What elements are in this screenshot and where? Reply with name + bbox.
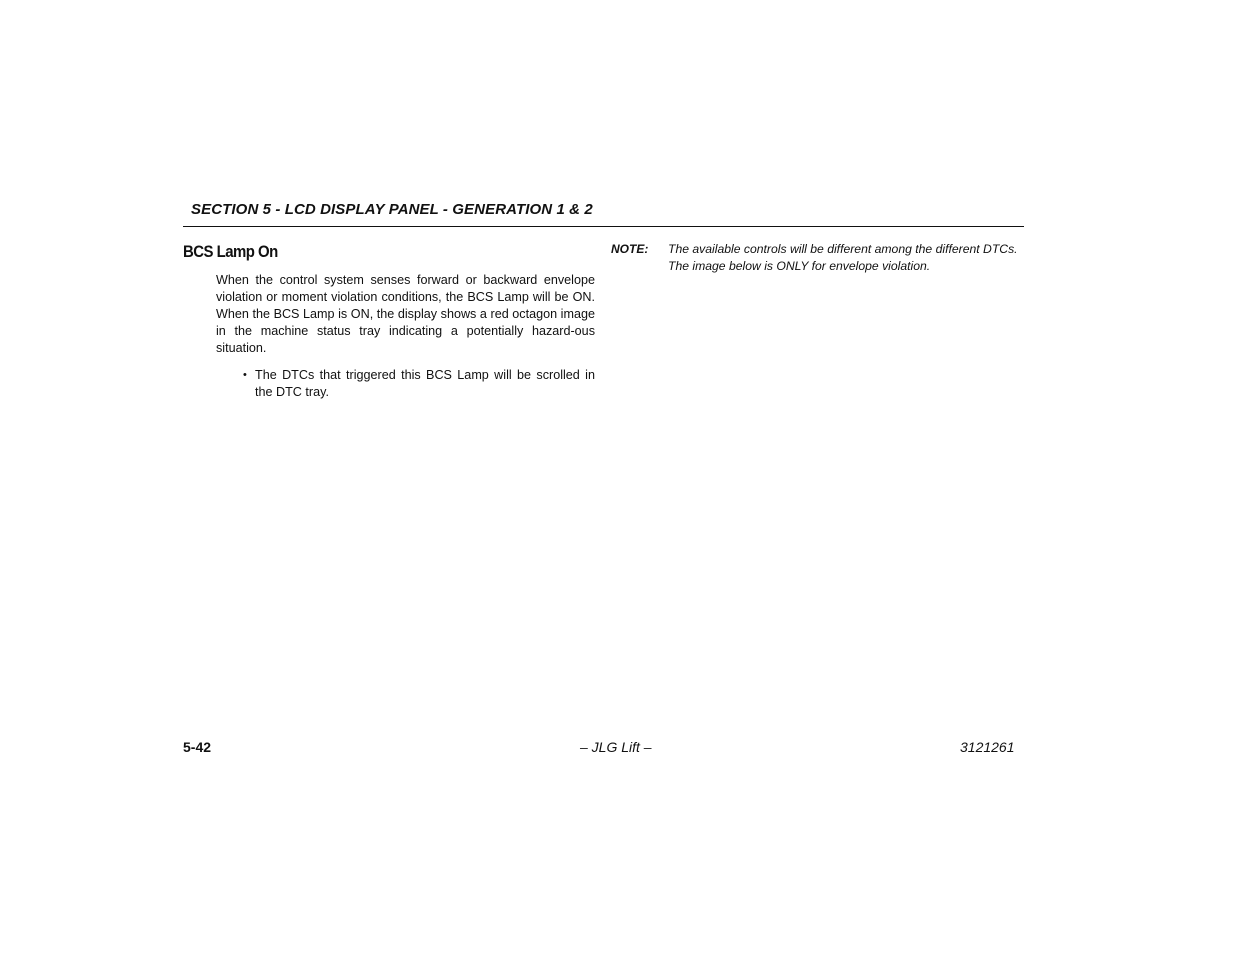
footer-page-number: 5-42 [183, 739, 212, 755]
body-paragraph: When the control system senses forward or backward envelope violation or moment violation conditions, the BCS Lamp will be ON. When the BCS Lamp is ON, the display shows a red octagon image in the machine status tray indicating a potentially hazard-ous situation. [216, 273, 595, 355]
note-text: The available controls will be different among the different DTCs. The image below is ONLY for envelope violation. [668, 242, 1018, 273]
note-label: NOTE: [611, 242, 649, 256]
section-header-title: SECTION 5 - LCD DISPLAY PANEL - GENERATION 1 & 2 [191, 201, 593, 218]
footer-center-text: – JLG Lift – [580, 739, 652, 755]
bullet-item [243, 367, 595, 401]
bullet-icon: • [243, 369, 247, 381]
bullet-text: The DTCs that triggered this BCS Lamp will be scrolled in the DTC tray. [255, 368, 595, 399]
footer-document-number: 3121261 [960, 739, 1015, 755]
section-heading: BCS Lamp On [183, 242, 278, 261]
header-divider [183, 226, 1024, 227]
